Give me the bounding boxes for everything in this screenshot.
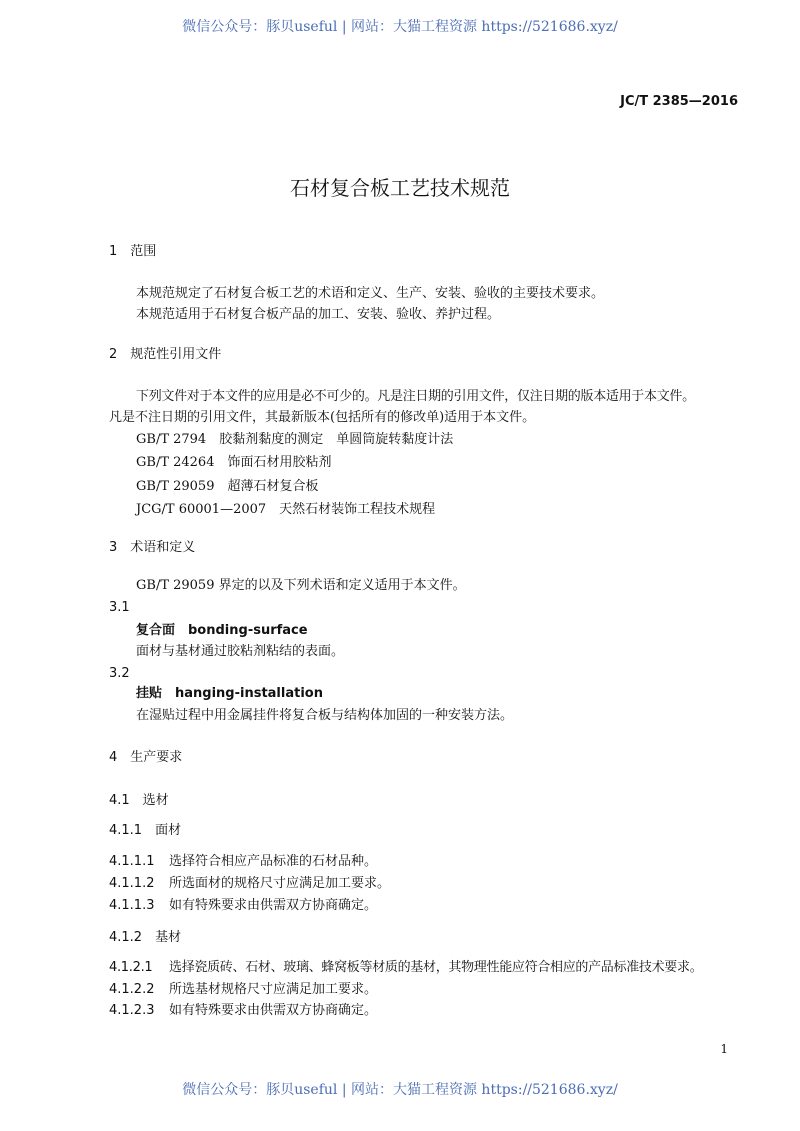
watermark-bottom: 微信公众号：豚贝useful | 网站：大猫工程资源 https://521686.xyz/ [182, 1082, 618, 1098]
section-3-heading: 3 术语和定义 [109, 540, 196, 555]
clause-item: 4.1.2.3 如有特殊要求由供需双方协商确定。 [109, 1003, 378, 1018]
paragraph: GB/T 29059 界定的以及下列术语和定义适用于本文件。 [136, 578, 466, 593]
section-1-heading: 1 范围 [109, 244, 157, 259]
clause-item: 4.1.1.3 如有特殊要求由供需双方协商确定。 [109, 898, 378, 913]
paragraph: 凡是不注日期的引用文件，其最新版本(包括所有的修改单)适用于本文件。 [109, 410, 536, 425]
term-number: 3.2 [109, 666, 130, 681]
term-definition: 面材与基材通过胶粘剂粘结的表面。 [136, 644, 345, 659]
section-4-heading: 4 生产要求 [109, 750, 183, 765]
subsection-heading: 4.1 选材 [109, 793, 169, 808]
clause-item: 4.1.1.1 选择符合相应产品标准的石材品种。 [109, 854, 378, 869]
term-title: 挂贴 hanging-installation [136, 686, 323, 701]
section-2-heading: 2 规范性引用文件 [109, 347, 222, 362]
reference-item: GB/T 29059 超薄石材复合板 [136, 479, 319, 494]
reference-item: GB/T 2794 胶黏剂黏度的测定 单圆筒旋转黏度计法 [136, 432, 454, 447]
subsection-heading: 4.1.1 面材 [109, 823, 182, 838]
reference-item: JCG/T 60001—2007 天然石材装饰工程技术规程 [136, 502, 436, 517]
term-definition: 在湿贴过程中用金属挂件将复合板与结构体加固的一种安装方法。 [136, 708, 514, 723]
paragraph: 下列文件对于本文件的应用是必不可少的。凡是注日期的引用文件，仅注日期的版本适用于本文件。 [136, 389, 695, 404]
watermark-top: 微信公众号：豚贝useful | 网站：大猫工程资源 https://521686.xyz/ [182, 19, 618, 35]
clause-item: 4.1.2.2 所选基材规格尺寸应满足加工要求。 [109, 982, 378, 997]
term-number: 3.1 [109, 600, 130, 615]
paragraph: 本规范规定了石材复合板工艺的术语和定义、生产、安装、验收的主要技术要求。 [136, 286, 605, 301]
page-number: 1 [720, 1042, 728, 1056]
subsection-heading: 4.1.2 基材 [109, 930, 182, 945]
document-title: 石材复合板工艺技术规范 [290, 176, 510, 200]
standard-number: JC/T 2385—2016 [620, 94, 738, 109]
clause-item: 4.1.2.1 选择瓷质砖、石材、玻璃、蜂窝板等材质的基材，其物理性能应符合相应的产品标准技术要求。 [109, 960, 703, 975]
reference-item: GB/T 24264 饰面石材用胶粘剂 [136, 455, 332, 470]
paragraph: 本规范适用于石材复合板产品的加工、安装、验收、养护过程。 [136, 307, 501, 322]
term-title: 复合面 bonding-surface [136, 623, 308, 638]
clause-item: 4.1.1.2 所选面材的规格尺寸应满足加工要求。 [109, 876, 391, 891]
